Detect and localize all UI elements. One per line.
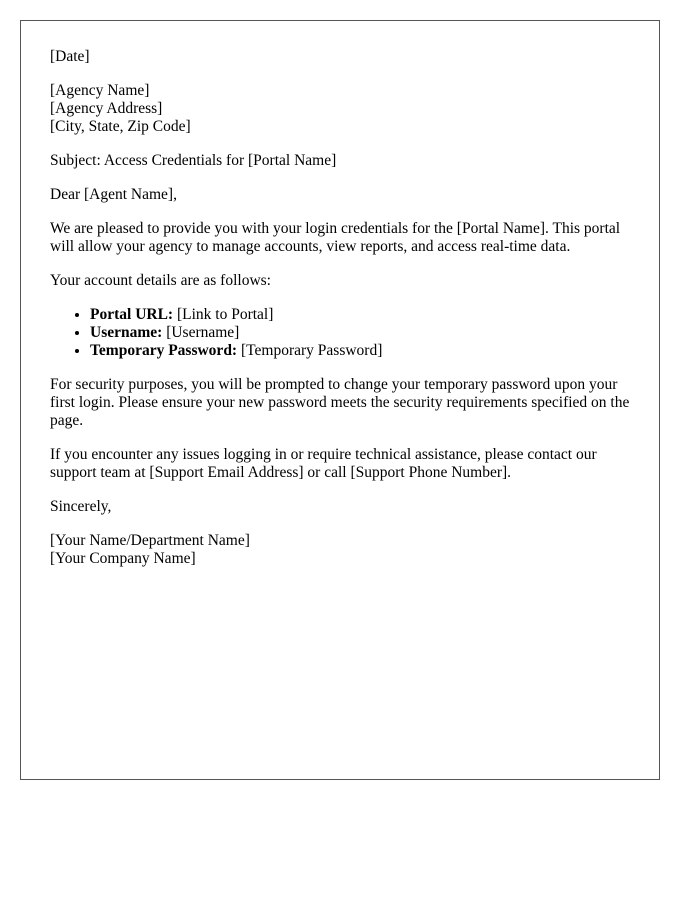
detail-label-temporary-password: Temporary Password: <box>90 342 238 359</box>
letter-subject: Subject: Access Credentials for [Portal Name] <box>50 152 337 169</box>
support-paragraph: If you encounter any issues logging in or require technical assistance, please contact our support team at [Support Email Address] or call [Support Phone Number]. <box>50 446 597 481</box>
detail-value-portal-url: [Link to Portal] <box>176 306 274 323</box>
letter-date: [Date] <box>50 48 90 65</box>
detail-value-username: [Username] <box>166 324 240 341</box>
security-paragraph: For security purposes, you will be prompted to change your temporary password upon your first login. Please ensure your new password meets the security requirements specified on the page. <box>50 376 630 429</box>
list-item <box>90 306 640 324</box>
intro-paragraph: We are pleased to provide you with your login credentials for the [Portal Name]. This portal will allow your agency to manage accounts, view reports, and access real-time data. <box>50 220 621 255</box>
detail-value-temporary-password: [Temporary Password] <box>240 342 383 359</box>
page-frame <box>20 20 660 780</box>
letter-body <box>50 48 640 568</box>
city-state-zip: [City, State, Zip Code] <box>50 118 191 135</box>
letter-closing: Sincerely, <box>50 498 112 515</box>
signature-company-name: [Your Company Name] <box>50 550 196 567</box>
letter-salutation: Dear [Agent Name], <box>50 186 177 203</box>
details-intro: Your account details are as follows: <box>50 272 271 289</box>
list-item <box>90 324 640 342</box>
list-item <box>90 342 640 360</box>
detail-label-portal-url: Portal URL: <box>90 306 174 323</box>
account-details-list <box>50 306 640 360</box>
signature-block <box>50 532 640 568</box>
agency-name: [Agency Name] <box>50 82 150 99</box>
recipient-address-block <box>50 82 640 136</box>
agency-address: [Agency Address] <box>50 100 163 117</box>
signature-name-department: [Your Name/Department Name] <box>50 532 250 549</box>
detail-label-username: Username: <box>90 324 163 341</box>
